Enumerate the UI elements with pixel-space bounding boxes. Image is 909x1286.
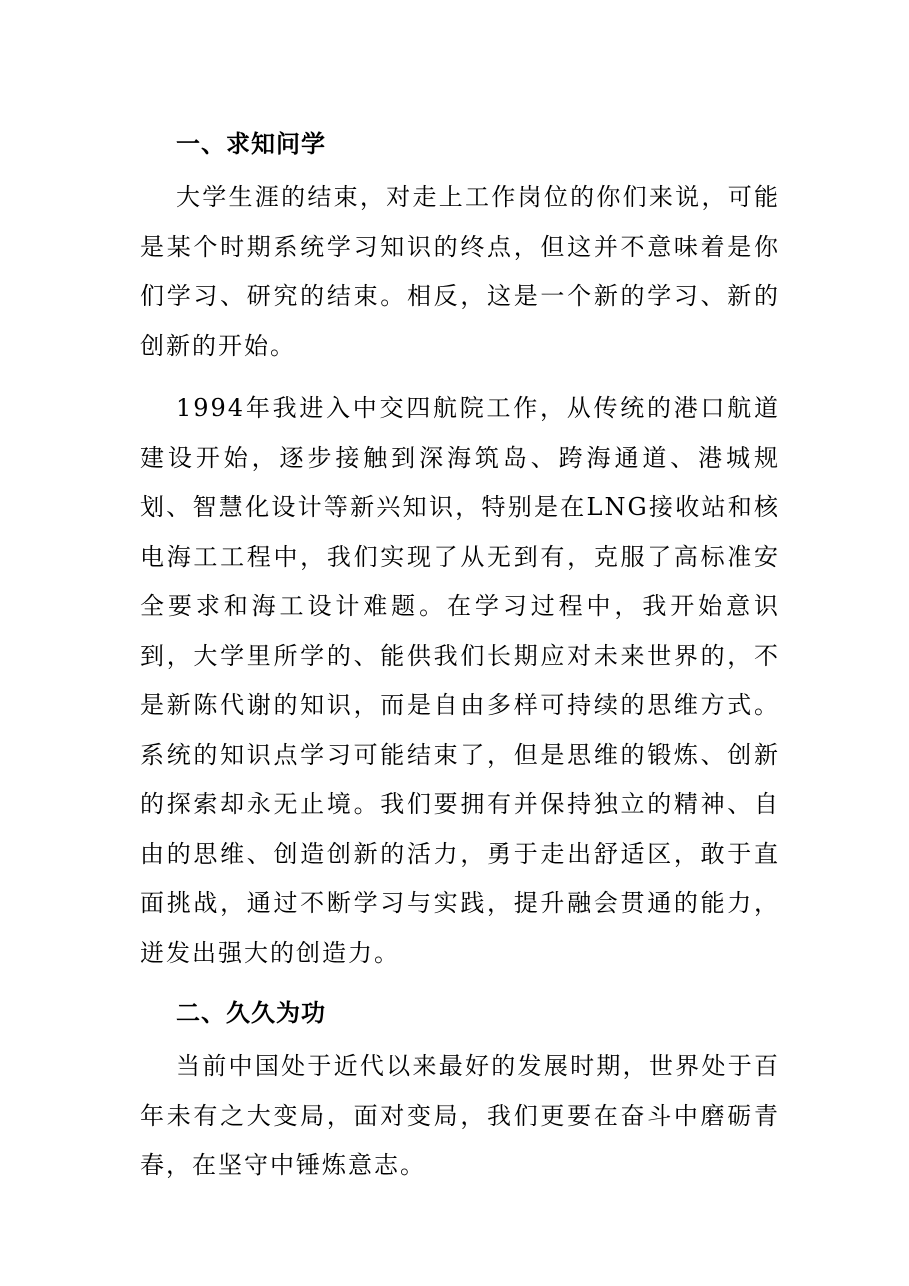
paragraph-2: 1994年我进入中交四航院工作，从传统的港口航道建设开始，逐步接触到深海筑岛、跨海通道、港城规划、智慧化设计等新兴知识，特别是在LNG接收站和核电海工工程中，我们实现了从无到有，克服了高标准安全要求和海工设计难题。在学习过程中，我开始意识到，大学里所学的、能供我们长期应对未来世界的，不是新陈代谢的知识，而是自由多样可持续的思维方式。系统的知识点学习可能结束了，但是思维的锻炼、创新的探索却永无止境。我们要拥有并保持独立的精神、自由的思维、创造创新的活力，勇于走出舒适区，敢于直面挑战，通过不断学习与实践，提升融会贯通的能力，迸发出强大的创造力。	[140, 394, 780, 967]
paragraph-3: 当前中国处于近代以来最好的发展时期，世界处于百年未有之大变局，面对变局，我们更要在奋斗中磨砺青春，在坚守中锤炼意志。	[140, 1052, 780, 1179]
section-heading-2: 二、久久为功	[176, 999, 326, 1027]
paragraph-1: 大学生涯的结束，对走上工作岗位的你们来说，可能是某个时期系统学习知识的终点，但这并不意味着是你们学习、研究的结束。相反，这是一个新的学习、新的创新的开始。	[140, 183, 780, 360]
section-heading-1: 一、求知问学	[176, 130, 326, 158]
document-body	[140, 120, 780, 1204]
